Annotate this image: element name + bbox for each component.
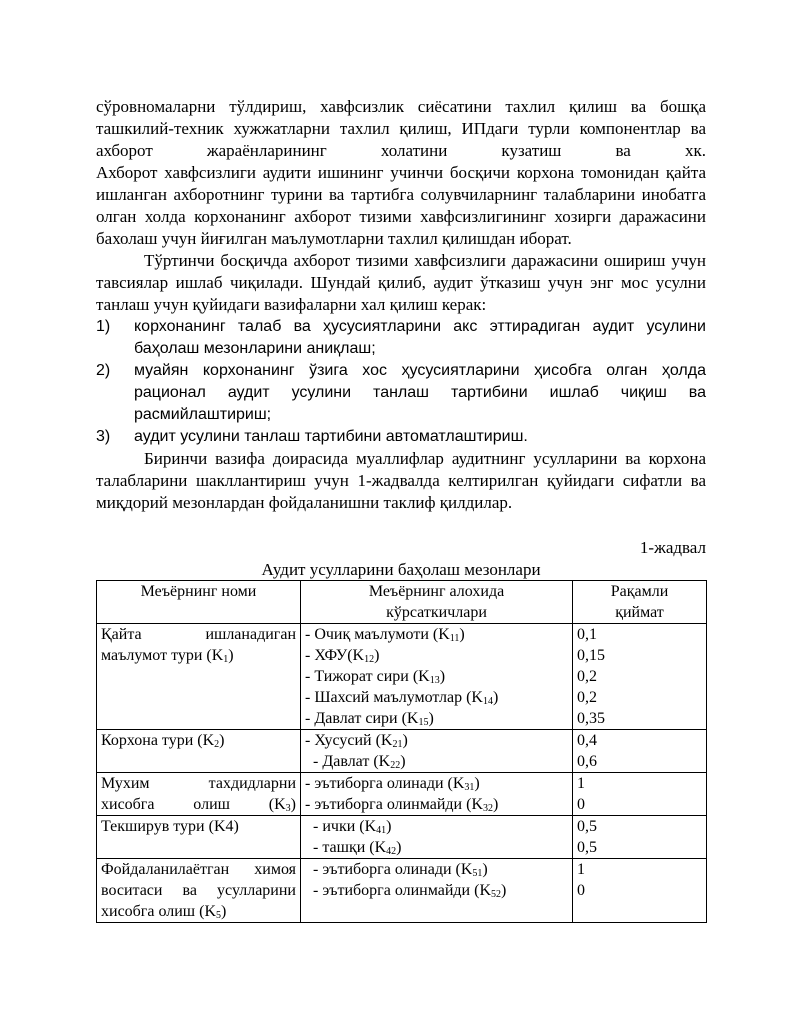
table-row	[97, 624, 707, 730]
criterion-name: Мухим тахдидларни хисобга олиш $(K_3)$	[97, 773, 301, 816]
criterion-values: 0,4 0,6	[573, 730, 707, 773]
list-item-text: муайян корхонанинг ўзига хос ҳусусиятларини ҳисобга олган ҳолда рационал аудит усулини танлаш тартибини ишлаб чиқиш ва расмийлаштириш;	[134, 362, 706, 423]
table-header-row	[97, 581, 707, 624]
header-indicators-line2: кўрсаткичлари	[386, 604, 487, 621]
header-indicators-line1: Меъёрнинг алохида	[368, 583, 505, 600]
header-value-line2: қиймат	[615, 604, 664, 621]
criterion-indicators: - ички $(K_{41})$ - ташқи $(K_{42})$	[301, 816, 573, 859]
table-row	[97, 730, 707, 773]
criterion-indicators: - эътиборга олинади $(K_{31})$ - эътиборга олинмайди $(K_{32})$	[301, 773, 573, 816]
list-item	[96, 316, 706, 360]
criterion-name: Фойдаланилаётган химоя воситаси ва усулларини хисобга олиш $(K_5)$	[97, 859, 301, 923]
table-title: Аудит усулларини баҳолаш мезонлари	[261, 560, 541, 579]
criterion-name: Корхона тури $(K_2)$	[97, 730, 301, 773]
criterion-name: Қайта ишланадиган маълумот тури $(K_1)$	[97, 624, 301, 730]
header-value-line1: Рақамли	[610, 583, 669, 600]
document-page	[96, 96, 706, 923]
table-row	[97, 773, 707, 816]
header-indicators	[301, 581, 573, 624]
list-item-number: 2)	[96, 362, 111, 379]
table-row	[97, 816, 707, 859]
list-item-text: аудит усулини танлаш тартибини автоматлаштириш.	[134, 428, 528, 445]
paragraph-3: Тўртинчи босқичда ахборот тизими хавфсизлиги даражасини ошириш учун тавсиялар ишлаб чиқилади. Шундай қилиб, аудит ўтказиш учун энг мос усулни танлаш учун қуйидаги вазифаларни хал қилиш керак:	[96, 251, 706, 314]
criterion-values: 0,1 0,15 0,2 0,2 0,35	[573, 624, 707, 730]
table-row	[97, 859, 707, 923]
criterion-name: Текширув тури (K4)	[97, 816, 301, 859]
header-value	[573, 581, 707, 624]
list-item	[96, 426, 706, 448]
criterion-values: 1 0	[573, 773, 707, 816]
criterion-values: 0,5 0,5	[573, 816, 707, 859]
criterion-indicators: - Очиқ маълумоти $(K_{11})$ - $ХФУ(K_{12})$ - Тижорат сири $(K_{13})$ - Шахсий маълумотлар $(K_{14})$ - Давлат сири $(K_{15})$	[301, 624, 573, 730]
list-item-number: 3)	[96, 428, 111, 445]
task-list	[96, 316, 706, 448]
criterion-indicators: - Хусусий $(K_{21})$ - Давлат $(K_{22})$	[301, 730, 573, 773]
list-item-number: 1)	[96, 318, 111, 335]
criterion-indicators: - эътиборга олинади $(K_{51})$ - эътиборга олинмайди $(K_{52})$	[301, 859, 573, 923]
list-item-text: корхонанинг талаб ва ҳусусиятларини акс эттирадиган аудит усулини баҳолаш мезонларини аниқлаш;	[134, 318, 706, 357]
list-item	[96, 360, 706, 426]
paragraph-2: Ахборот хавфсизлиги аудити ишининг учинчи босқичи корхона томонидан қайта ишланган ахборотнинг турини ва тартибга солувчиларнинг талабларини инобатга олган холда корхонанинг ахборот тизими хавфсизлигининг хозирги даражасини бахолаш учун йиғилган маълумотларни тахлил қилишдан иборат.	[96, 163, 706, 248]
criteria-table	[96, 580, 707, 923]
table-number: 1-жадвал	[639, 538, 706, 557]
paragraph-1: сўровномаларни тўлдириш, хавфсизлик сиёсатини тахлил қилиш ва бошқа ташкилий-техник хужжатларни тахлил қилиш, ИПдаги турли компонентлар ва ахборот жараёнларининг холатини кузатиш ва хк.	[96, 97, 706, 160]
header-criterion-name: Меъёрнинг номи	[97, 581, 301, 624]
paragraph-4: Биринчи вазифа доирасида муаллифлар аудитнинг усулларини ва корхона талабларини шакллантириш учун 1-жадвалда келтирилган қуйидаги сифатли ва миқдорий мезонлардан фойдаланишни таклиф қилдилар.	[96, 449, 706, 512]
criterion-values: 1 0	[573, 859, 707, 923]
